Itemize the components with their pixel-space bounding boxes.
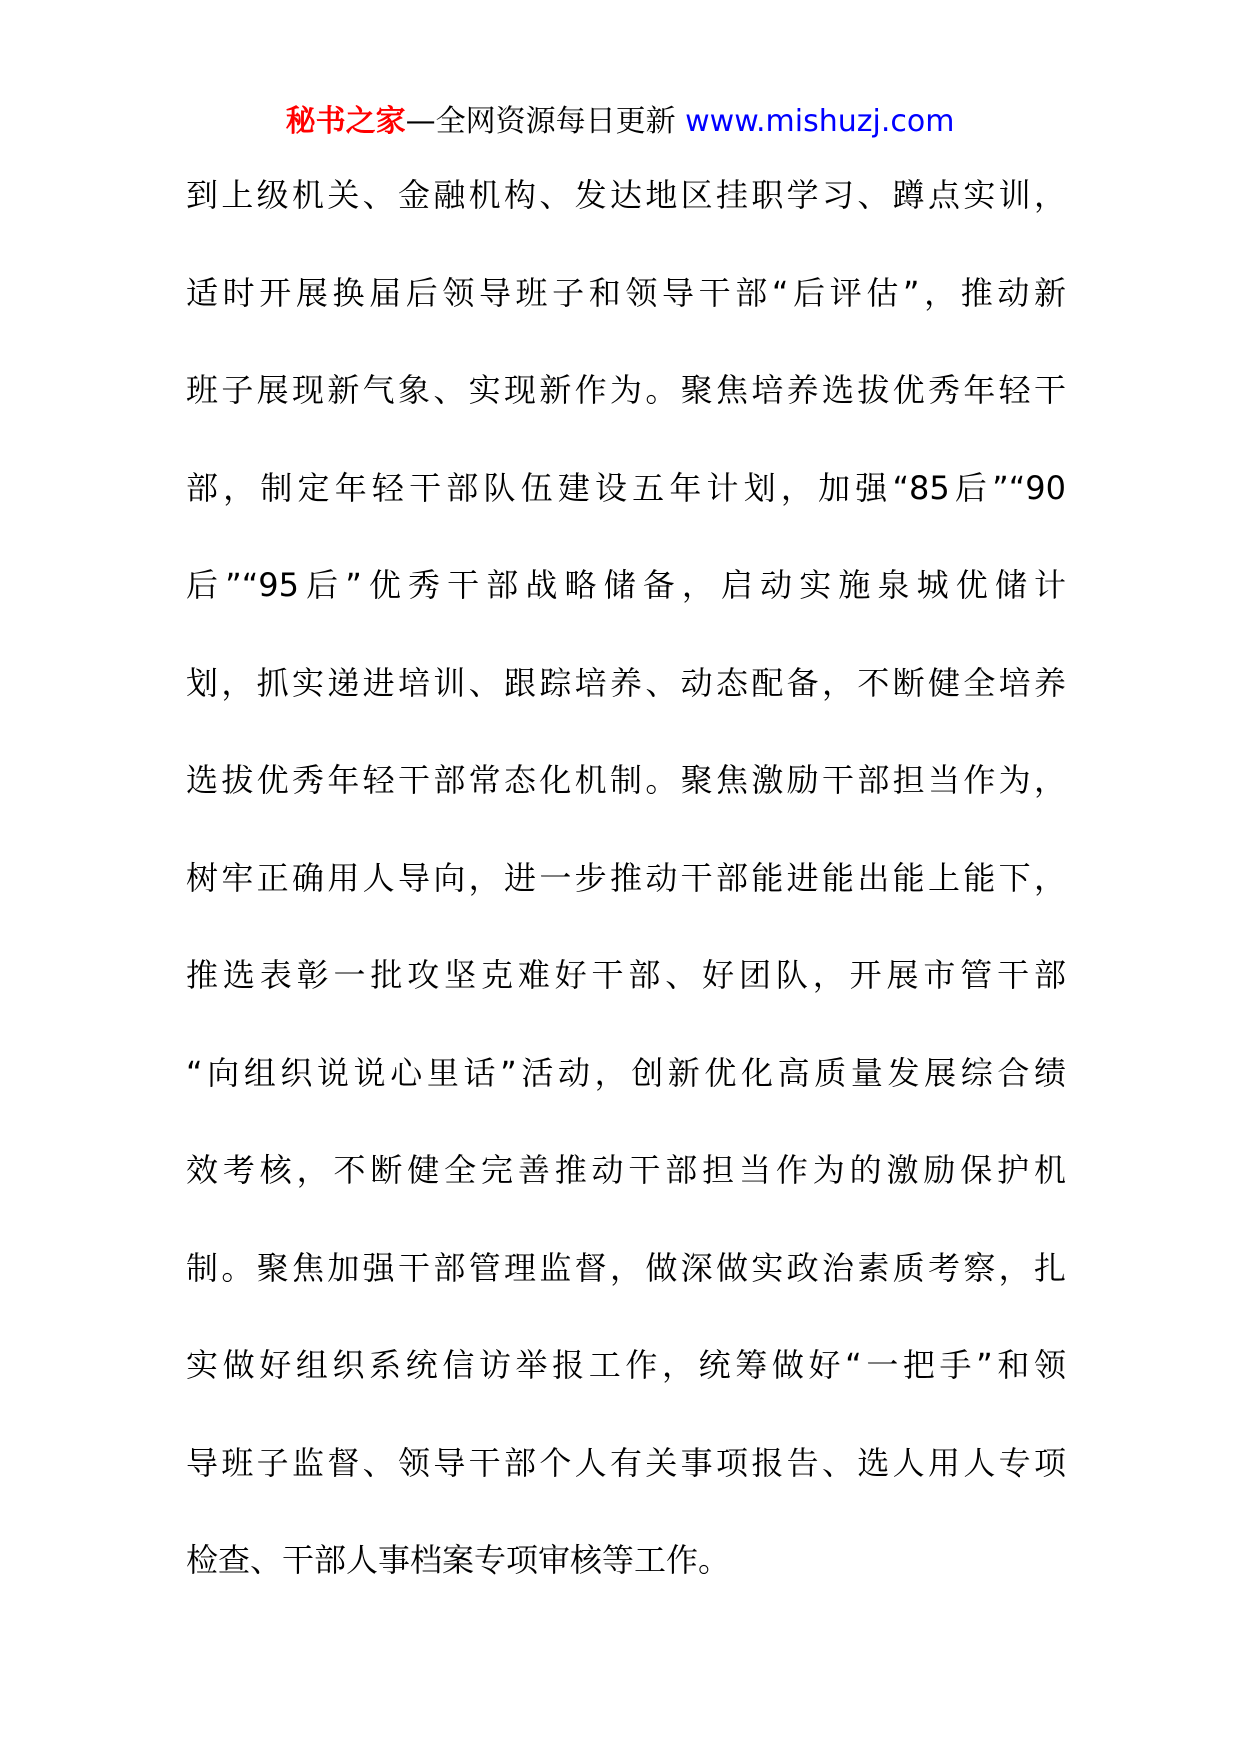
document-body [186, 165, 1066, 1628]
body-line: 到上级机关、金融机构、发达地区挂职学习、蹲点实训， [186, 176, 1066, 214]
body-line: 划，抓实递进培训、跟踪培养、动态配备，不断健全培养 [186, 663, 1066, 702]
body-line: 实做好组织系统信访举报工作，统筹做好“一把手”和领 [186, 1346, 1066, 1384]
body-line: 选拔优秀年轻干部常态化机制。聚焦激励干部担当作为， [186, 761, 1066, 799]
website-url[interactable]: www.mishuzj.com [685, 104, 955, 139]
body-line: 后”“95后”优秀干部战略储备，启动实施泉城优储计 [186, 566, 1066, 604]
body-line: 制。聚焦加强干部管理监督，做深做实政治素质考察，扎 [186, 1248, 1066, 1287]
body-line: 树牢正确用人导向，进一步推动干部能进能出能上能下， [186, 858, 1066, 897]
body-line: “向组织说说心里话”活动，创新优化高质量发展综合绩 [186, 1053, 1066, 1092]
body-line: 推选表彰一批攻坚克难好干部、好团队，开展市管干部 [186, 956, 1066, 994]
body-line: 部，制定年轻干部队伍建设五年计划，加强“85后”“90 [186, 468, 1066, 507]
header-tagline: —全网资源每日更新 [405, 104, 686, 139]
body-line: 班子展现新气象、实现新作为。聚焦培养选拔优秀年轻干 [186, 371, 1066, 409]
body-line: 适时开展换届后领导班子和领导干部“后评估”，推动新 [186, 273, 1066, 312]
brand-name: 秘书之家 [285, 104, 406, 139]
body-line: 导班子监督、领导干部个人有关事项报告、选人用人专项 [186, 1443, 1066, 1482]
page-header [0, 102, 1240, 142]
body-line: 检查、干部人事档案专项审核等工作。 [186, 1541, 731, 1579]
body-line: 效考核，不断健全完善推动干部担当作为的激励保护机 [186, 1151, 1066, 1189]
